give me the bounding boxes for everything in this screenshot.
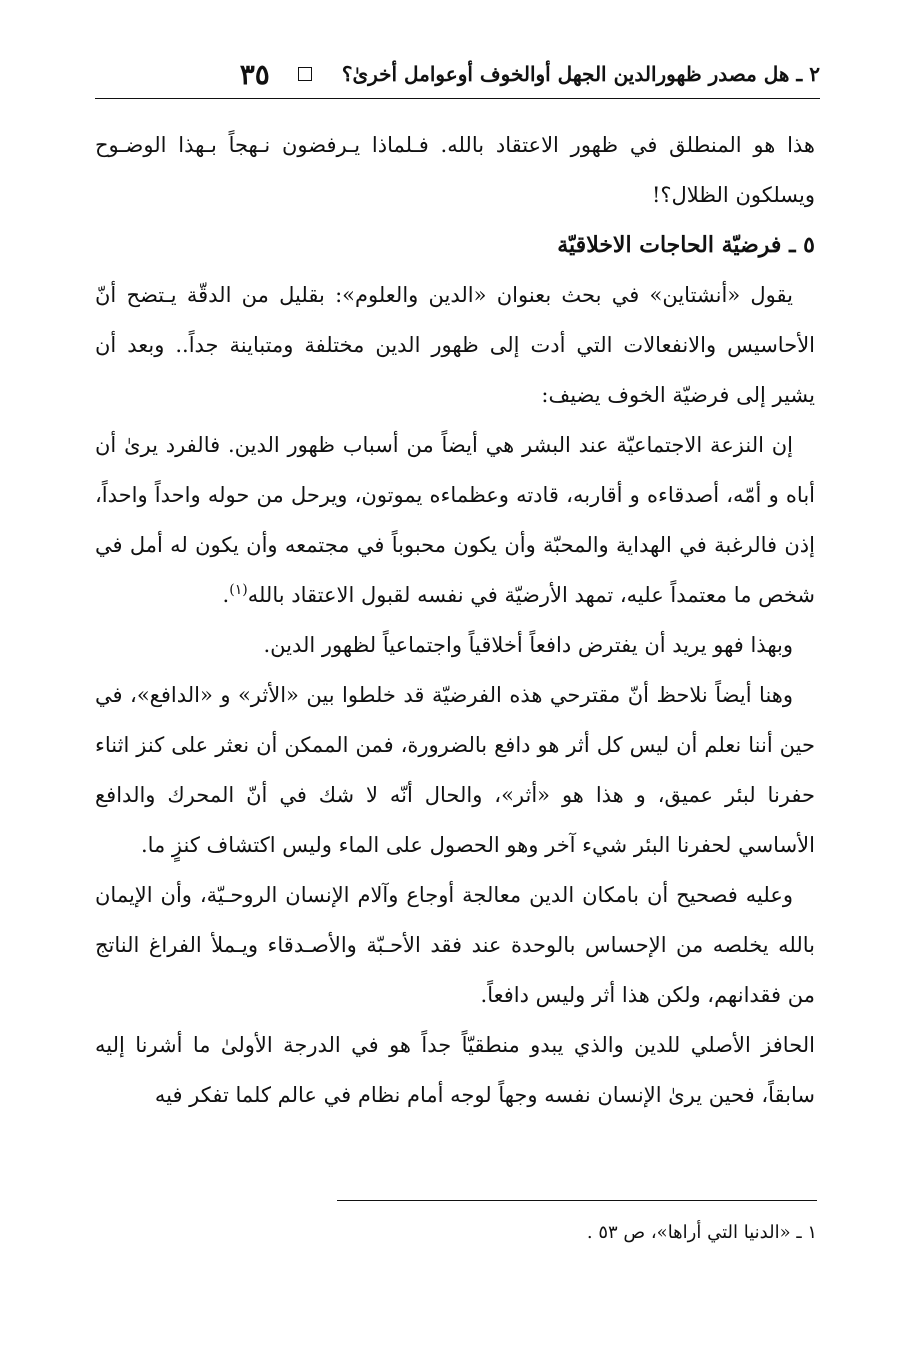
- paragraph-3-text: إن النزعة الاجتماعيّة عند البشر هي أيضاً من أسباب ظهور الدين. فالفرد يرىٰ أن أباه و أمّه، أصدقاءه و أقاربه، قادته وعظماءه يموتون، ويرحل من حوله واحداً واحداً، إذن فالرغبة في الهداية والمحبّة وأن يكون محبوباً في مجتمعه وأن يكون له أمل في شخص ما معتمداً عليه، تمهد الأرضيّة في نفسه لقبول الاعتقاد بالله: [95, 433, 815, 607]
- main-text: [95, 120, 815, 1120]
- footnote-reference[interactable]: (١): [229, 582, 248, 598]
- paragraph-3: [95, 420, 815, 620]
- paragraph-1: هذا هو المنطلق في ظهور الاعتقاد بالله. فـلماذا يـرفضون نـهجاً بـهذا الوضـوح ويسلكون الظلال؟!: [95, 133, 815, 207]
- header-title: ٢ ـ هل مصدر ظهورالدين الجهل أوالخوف أوعوامل أخرىٰ؟: [341, 62, 820, 86]
- paragraph-3-end: .: [222, 583, 230, 607]
- paragraph-5: وهنا أيضاً نلاحظ أنّ مقترحي هذه الفرضيّة قد خلطوا بين «الأثر» و «الدافع»، في حين أننا نعلم أن ليس كل أثر هو دافع بالضرورة، فمن الممكن أن نعثر على كنز اثناء حفرنا لبئر عميق، و هذا هو «أثر»، والحال أنّه لا شك في أنّ المحرك والدافع الأساسي لحفرنا البئر شيء آخر وهو الحصول على الماء وليس اكتشاف كنزٍ ما.: [95, 683, 815, 857]
- paragraph-4: وبهذا فهو يريد أن يفترض دافعاً أخلاقياً واجتماعياً لظهور الدين.: [263, 633, 793, 657]
- page-number: ٣٥: [239, 57, 270, 91]
- paragraph-2: يقول «أنشتاين» في بحث بعنوان «الدين والعلوم»: بقليل من الدقّة يـتضح أنّ الأحاسيس والانفعالات التي أدت إلى ظهور الدين مختلفة ومتباينة جداً.. وبعد أن يشير إلى فرضيّة الخوف يضيف:: [95, 283, 815, 407]
- paragraph-7: الحافز الأصلي للدين والذي يبدو منطقيّاً جداً هو في الدرجة الأولىٰ ما أشرنا إليه سابقاً، فحين يرىٰ الإنسان نفسه وجهاً لوجه أمام نظام في عالم كلما تفكر فيه: [95, 1033, 815, 1107]
- section-heading: ٥ ـ فرضيّة الحاجات الاخلاقيّة: [557, 232, 815, 258]
- footnote-divider: [337, 1200, 817, 1201]
- running-header: [95, 52, 820, 96]
- header-square-icon: [298, 67, 312, 81]
- paragraph-6: وعليه فصحيح أن بامكان الدين معالجة أوجاع وآلام الإنسان الروحـيّة، وأن الإيمان بالله يخلصه من الإحساس بالوحدة عند فقد الأحـبّة والأصـدقاء ويـملأ الفراغ الناتج من فقدانهم، ولكن هذا أثر وليس دافعاً.: [95, 883, 815, 1007]
- header-divider: [95, 98, 820, 99]
- footnote: ١ ـ «الدنيا التي أراها»، ص ٥٣ .: [586, 1222, 817, 1243]
